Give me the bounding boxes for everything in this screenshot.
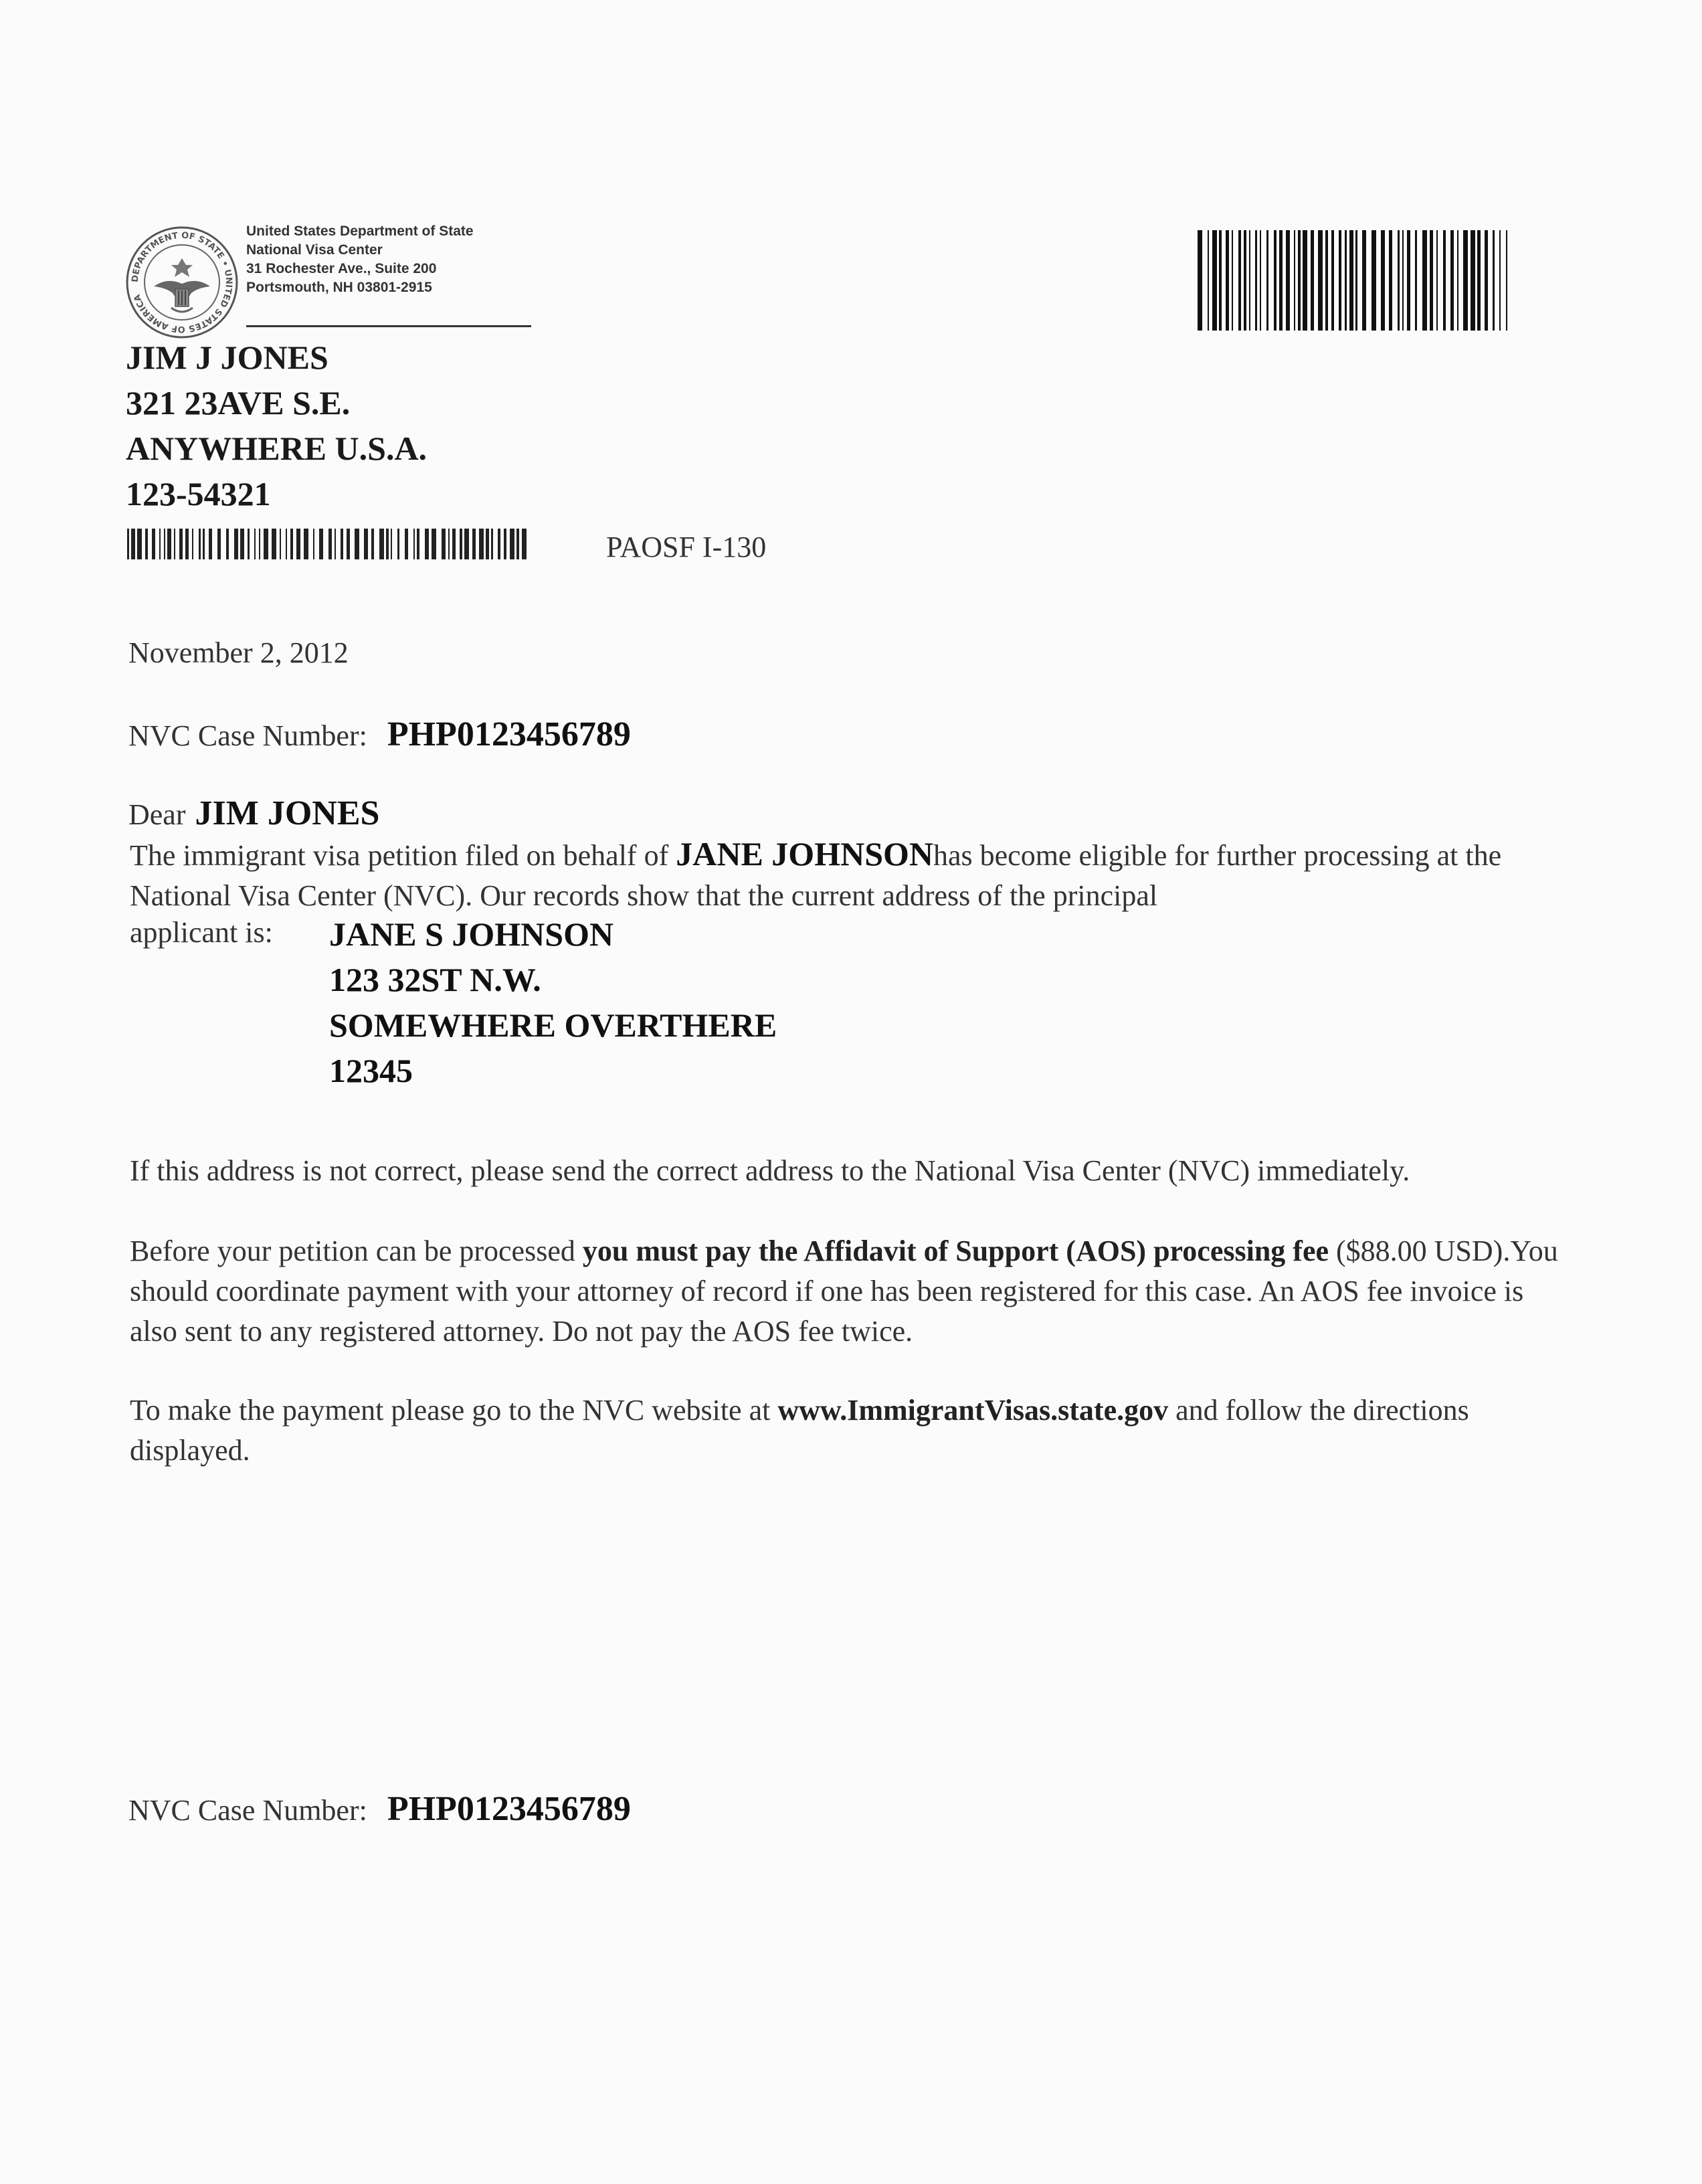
barcode-bar	[1325, 230, 1328, 331]
sender-line: 31 Rochester Ave., Suite 200	[246, 261, 437, 276]
barcode-bar	[1493, 230, 1495, 331]
barcode-bar	[460, 529, 462, 559]
barcode-bar	[397, 529, 399, 559]
barcode-bar	[498, 529, 500, 559]
footer-case-number-line	[128, 1789, 631, 1829]
paragraph-text: If this address is not correct, please send the correct address to the National Visa Center (NVC) immediately.	[130, 1154, 1410, 1187]
barcode-bar	[1198, 230, 1202, 331]
barcode-bar	[516, 529, 519, 559]
barcode-bar	[1485, 230, 1488, 331]
barcode-bar	[1266, 230, 1268, 331]
applicant-address	[329, 911, 777, 1093]
barcode-bar	[442, 529, 446, 559]
paragraph-payment	[130, 1390, 1575, 1471]
barcode-bar	[1219, 230, 1222, 331]
greeting-dear: Dear	[128, 798, 186, 831]
barcode-bar	[1260, 230, 1261, 331]
barcode-bar	[203, 529, 205, 559]
barcode-bar	[1294, 230, 1295, 331]
department-of-state-seal-icon	[124, 225, 240, 340]
barcode-bar	[1381, 230, 1385, 331]
applicant-name: JANE S JOHNSON	[329, 915, 614, 953]
case-number-value: PHP0123456789	[387, 1790, 631, 1828]
barcode-bar	[1345, 230, 1347, 331]
recipient-address	[126, 335, 427, 517]
barcode-bar	[164, 529, 165, 559]
fee-requirement: you must pay the Affidavit of Support (AOS) processing fee	[582, 1235, 1329, 1267]
barcode-bar	[131, 529, 135, 559]
barcode-bar	[413, 529, 415, 559]
barcode-bar	[1311, 230, 1314, 331]
greeting-name: JIM JONES	[195, 794, 380, 832]
barcode-bar	[1331, 230, 1334, 331]
barcode-bar	[1477, 230, 1481, 331]
greeting	[128, 794, 379, 833]
barcode-bar	[1422, 230, 1427, 331]
barcode-bar	[145, 529, 148, 559]
barcode-bar	[328, 529, 332, 559]
barcode-bar	[1349, 230, 1353, 331]
barcode-bar	[1389, 230, 1392, 331]
recipient-street: 321 23AVE S.E.	[126, 384, 351, 422]
seal-text: DEPARTMENT OF STATE • UNITED STATES OF AMERICA	[130, 230, 234, 335]
recipient-postal: 123-54321	[126, 475, 271, 513]
barcode-bar	[364, 529, 368, 559]
barcode-bar	[290, 529, 293, 559]
barcode-bar	[192, 529, 193, 559]
barcode-bar	[199, 529, 201, 559]
barcode-bar	[1298, 230, 1301, 331]
paragraph-text: ($88.00 USD).You should coordinate payment with your attorney of record if one has been registered for this case. An AOS fee invoice is also sent to any registered attorney. Do not pay the AOS fee twice.	[130, 1235, 1558, 1348]
barcode-bar	[280, 529, 281, 559]
sender-line: United States Department of State	[246, 223, 474, 239]
barcode-bar	[405, 529, 408, 559]
barcode-bar	[1372, 230, 1376, 331]
barcode-bar	[1212, 230, 1217, 331]
barcode-bar	[185, 529, 189, 559]
sender-line: Portsmouth, NH 03801-2915	[246, 280, 432, 295]
case-number-label: NVC Case Number:	[128, 719, 367, 752]
barcode-bar	[1471, 230, 1475, 331]
applicant-label: applicant is:	[130, 916, 273, 949]
barcode-bar	[174, 529, 175, 559]
barcode-icon	[126, 529, 531, 559]
barcode-bar	[510, 529, 514, 559]
barcode-bar	[179, 529, 183, 559]
paragraph-text: The immigrant visa petition filed on behalf of	[130, 839, 676, 872]
barcode-bar	[319, 529, 323, 559]
barcode-bar	[1226, 230, 1229, 331]
case-number-value: PHP0123456789	[387, 715, 631, 753]
barcode-bar	[1407, 230, 1410, 331]
barcode-bar	[234, 529, 238, 559]
barcode-bar	[137, 529, 142, 559]
barcode-bar	[304, 529, 308, 559]
barcode-bar	[226, 529, 229, 559]
applicant-street: 123 32ST N.W.	[329, 961, 541, 998]
barcode-bar	[1279, 230, 1283, 331]
barcode-bar	[1355, 230, 1357, 331]
barcode-bar	[1362, 230, 1366, 331]
barcode-bar	[504, 529, 506, 559]
applicant-city: SOMEWHERE OVERTHERE	[329, 1006, 777, 1044]
case-number-label: NVC Case Number:	[128, 1794, 367, 1827]
paragraph-eligibility	[130, 834, 1568, 916]
paragraph-text: Before your petition can be processed	[130, 1235, 583, 1267]
barcode-bar	[1318, 230, 1323, 331]
sender-divider	[246, 325, 531, 327]
barcode-bar	[491, 529, 493, 559]
barcode-bar	[1303, 230, 1307, 331]
barcode-bar	[1232, 230, 1233, 331]
barcode-bar	[1463, 230, 1468, 331]
recipient-name: JIM J JONES	[126, 339, 328, 376]
paragraph-address-correction	[130, 1151, 1468, 1191]
sender-address	[246, 222, 527, 297]
barcode-bar	[1457, 230, 1458, 331]
barcode-bar	[425, 529, 429, 559]
website-link[interactable]: www.ImmigrantVisas.state.gov	[777, 1394, 1169, 1427]
barcode-bar	[1249, 230, 1250, 331]
barcode-bar	[286, 529, 287, 559]
barcode-bar	[335, 529, 336, 559]
paragraph-text: To make the payment please go to the NVC website at	[130, 1394, 778, 1427]
barcode-bar	[1339, 230, 1341, 331]
barcode-bar	[1506, 230, 1507, 331]
letter-date: November 2, 2012	[128, 636, 349, 669]
barcode-bar	[417, 529, 419, 559]
barcode-bar	[1274, 230, 1276, 331]
barcode-bar	[272, 529, 276, 559]
barcode-bar	[209, 529, 212, 559]
barcode-bar	[479, 529, 484, 559]
paragraph-text: has become eligible for further processing at the National Visa Center (NVC). Our records show that the current address of the principal	[130, 839, 1502, 912]
barcode-bar	[217, 529, 221, 559]
barcode-bar	[159, 529, 161, 559]
barcode-bar	[254, 529, 256, 559]
form-code: PAOSF I-130	[606, 531, 767, 563]
barcode-bar	[386, 529, 389, 559]
barcode-bar	[486, 529, 489, 559]
barcode-icon	[1196, 230, 1515, 331]
barcode-bar	[167, 529, 171, 559]
barcode-bar	[432, 529, 436, 559]
beneficiary-name: JANE JOHNSON	[676, 835, 933, 873]
barcode-bar	[1398, 230, 1400, 331]
barcode-bar	[1443, 230, 1446, 331]
barcode-bar	[379, 529, 384, 559]
barcode-bar	[1244, 230, 1246, 331]
svg-text:DEPARTMENT OF STATE • UNITED S	[130, 231, 233, 334]
barcode-bar	[1499, 230, 1501, 331]
barcode-bar	[448, 529, 450, 559]
barcode-bar	[313, 529, 314, 559]
barcode-bar	[240, 529, 244, 559]
barcode-bar	[341, 529, 343, 559]
barcode-bar	[1430, 230, 1433, 331]
barcode-bar	[259, 529, 260, 559]
barcode-bar	[391, 529, 392, 559]
barcode-bar	[248, 529, 250, 559]
barcode-bar	[472, 529, 476, 559]
barcode-bar	[1255, 230, 1257, 331]
barcode-bar	[264, 529, 268, 559]
barcode-bar	[452, 529, 456, 559]
barcode-bar	[522, 529, 527, 559]
barcode-bar	[127, 529, 129, 559]
barcode-bar	[347, 529, 350, 559]
barcode-bar	[1208, 230, 1209, 331]
paragraph-text: and follow the directions displayed.	[130, 1394, 1469, 1467]
paragraph-fee	[130, 1231, 1575, 1352]
barcode-bar	[1238, 230, 1241, 331]
sender-line: National Visa Center	[246, 242, 383, 258]
barcode-bar	[1415, 230, 1417, 331]
barcode-bar	[355, 529, 359, 559]
barcode-bar	[464, 529, 469, 559]
case-number-line	[128, 715, 631, 754]
barcode-bar	[1436, 230, 1438, 331]
barcode-bar	[1286, 230, 1290, 331]
barcode-bar	[1402, 230, 1404, 331]
recipient-city: ANYWHERE U.S.A.	[126, 430, 428, 467]
barcode-bar	[1450, 230, 1454, 331]
applicant-postal: 12345	[329, 1052, 413, 1089]
barcode-bar	[371, 529, 374, 559]
barcode-bar	[152, 529, 155, 559]
barcode-bar	[296, 529, 300, 559]
